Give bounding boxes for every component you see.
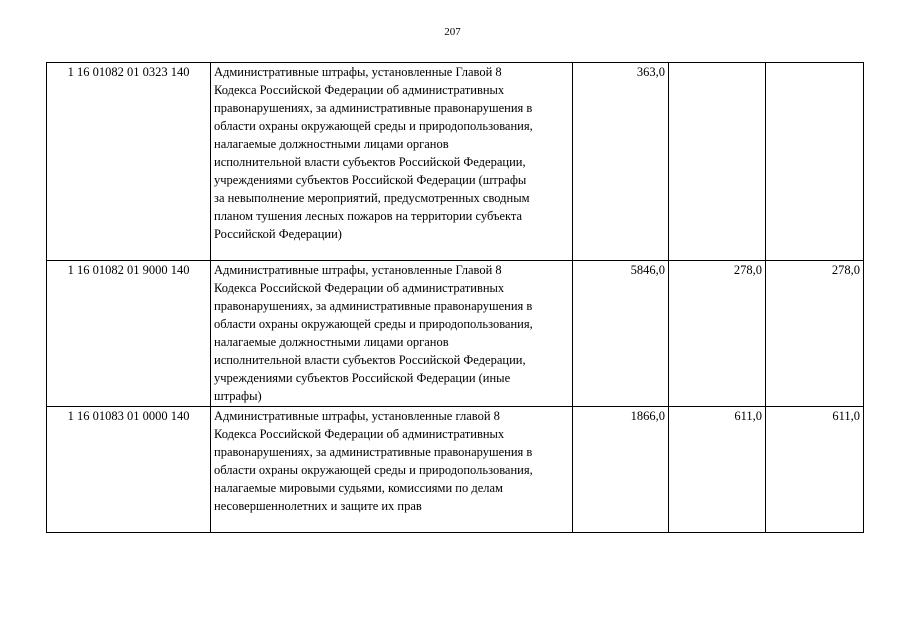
budget-code-cell: 1 16 01082 01 0323 140 bbox=[47, 63, 211, 261]
table-row bbox=[47, 63, 864, 261]
description-cell bbox=[211, 63, 573, 261]
description-line: планом тушения лесных пожаров на территории субъекта bbox=[214, 209, 523, 223]
description-line: Административные штрафы, установленные Главой 8 bbox=[214, 65, 502, 79]
amount-cell: 611,0 bbox=[766, 407, 864, 533]
description-line: налагаемые должностными лицами органов bbox=[214, 335, 449, 349]
description-line: области охраны окружающей среды и природопользования, bbox=[214, 463, 533, 477]
budget-code-cell: 1 16 01083 01 0000 140 bbox=[47, 407, 211, 533]
amount-cell: 363,0 bbox=[573, 63, 669, 261]
description-line: правонарушениях, за административные правонарушения в bbox=[214, 101, 533, 115]
description-line: налагаемые должностными лицами органов bbox=[214, 137, 449, 151]
budget-table bbox=[46, 62, 864, 533]
table-row bbox=[47, 407, 864, 533]
page-number: 207 bbox=[444, 26, 461, 38]
description-line: правонарушениях, за административные правонарушения в bbox=[214, 445, 533, 459]
description-line: Кодекса Российской Федерации об административных bbox=[214, 83, 505, 97]
description-line: Российской Федерации) bbox=[214, 227, 342, 241]
amount-cell: 278,0 bbox=[669, 261, 766, 407]
amount-cell: 611,0 bbox=[669, 407, 766, 533]
description-line: исполнительной власти субъектов Российской Федерации, bbox=[214, 155, 526, 169]
description-line: области охраны окружающей среды и природопользования, bbox=[214, 317, 533, 331]
description-line: учреждениями субъектов Российской Федерации (штрафы bbox=[214, 173, 527, 187]
budget-code-cell: 1 16 01082 01 9000 140 bbox=[47, 261, 211, 407]
description-cell bbox=[211, 407, 573, 533]
description-line: Административные штрафы, установленные главой 8 bbox=[214, 409, 500, 423]
description-line: Административные штрафы, установленные Главой 8 bbox=[214, 263, 502, 277]
table-row bbox=[47, 261, 864, 407]
amount-cell: 5846,0 bbox=[573, 261, 669, 407]
description-line: правонарушениях, за административные правонарушения в bbox=[214, 299, 533, 313]
description-line: области охраны окружающей среды и природопользования, bbox=[214, 119, 533, 133]
amount-cell: 278,0 bbox=[766, 261, 864, 407]
description-line: учреждениями субъектов Российской Федерации (иные bbox=[214, 371, 511, 385]
amount-cell bbox=[669, 63, 766, 261]
description-cell bbox=[211, 261, 573, 407]
description-line: Кодекса Российской Федерации об административных bbox=[214, 427, 505, 441]
description-line: за невыполнение мероприятий, предусмотренных сводным bbox=[214, 191, 530, 205]
amount-cell: 1866,0 bbox=[573, 407, 669, 533]
description-line: исполнительной власти субъектов Российской Федерации, bbox=[214, 353, 526, 367]
description-line: штрафы) bbox=[214, 389, 262, 403]
description-line: Кодекса Российской Федерации об административных bbox=[214, 281, 505, 295]
description-line: налагаемые мировыми судьями, комиссиями по делам bbox=[214, 481, 503, 495]
amount-cell bbox=[766, 63, 864, 261]
description-line: несовершеннолетних и защите их прав bbox=[214, 499, 422, 513]
